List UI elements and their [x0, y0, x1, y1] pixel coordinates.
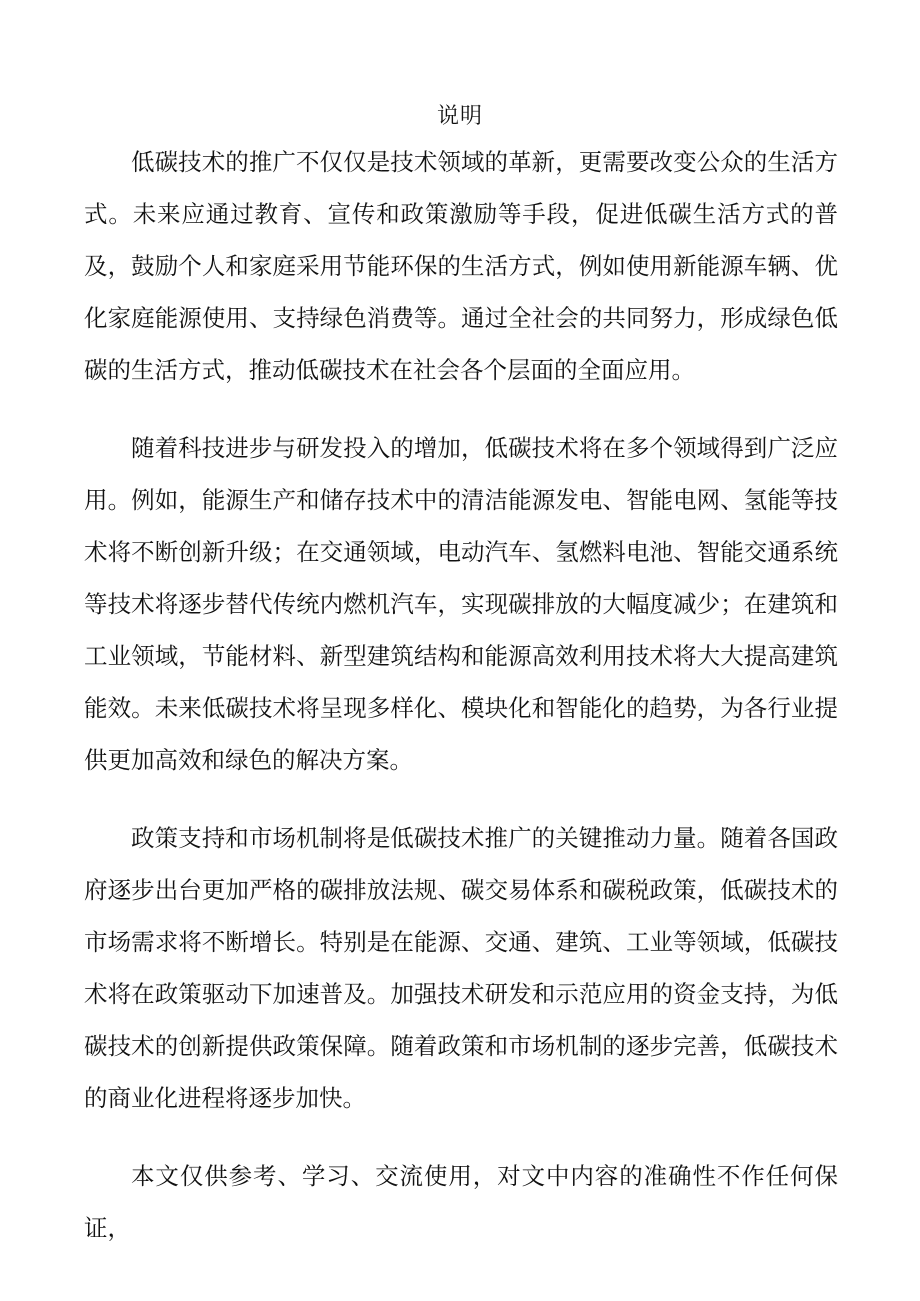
paragraph-low-carbon-lifestyle: 低碳技术的推广不仅仅是技术领域的革新，更需要改变公众的生活方式。未来应通过教育、宣传和政策激励等手段，促进低碳生活方式的普及，鼓励个人和家庭采用节能环保的生活方式，例如使用新能源车辆、优化家庭能源使用、支持绿色消费等。通过全社会的共同努力，形成绿色低碳的生活方式，推动低碳技术在社会各个层面的全面应用。	[84, 148, 838, 384]
document-body	[84, 136, 838, 1254]
page-title: 说明	[436, 104, 483, 129]
paragraph-technology-applications: 随着科技进步与研发投入的增加，低碳技术将在多个领域得到广泛应用。例如，能源生产和储存技术中的清洁能源发电、智能电网、氢能等技术将不断创新升级；在交通领域，电动汽车、氢燃料电池、智能交通系统等技术将逐步替代传统内燃机汽车，实现碳排放的大幅度减少；在建筑和工业领域，节能材料、新型建筑结构和能源高效利用技术将大大提高建筑能效。未来低碳技术将呈现多样化、模块化和智能化的趋势，为各行业提供更加高效和绿色的解决方案。	[84, 434, 838, 774]
paragraph-policy-market: 政策支持和市场机制将是低碳技术推广的关键推动力量。随着各国政府逐步出台更加严格的碳排放法规、碳交易体系和碳税政策，低碳技术的市场需求将不断增长。特别是在能源、交通、建筑、工业等领域，低碳技术将在政策驱动下加速普及。加强技术研发和示范应用的资金支持，为低碳技术的创新提供政策保障。随着政策和市场机制的逐步完善，低碳技术的商业化进程将逐步加快。	[84, 824, 838, 1112]
paragraph-disclaimer: 本文仅供参考、学习、交流使用，对文中内容的准确性不作任何保证，	[84, 1162, 838, 1242]
